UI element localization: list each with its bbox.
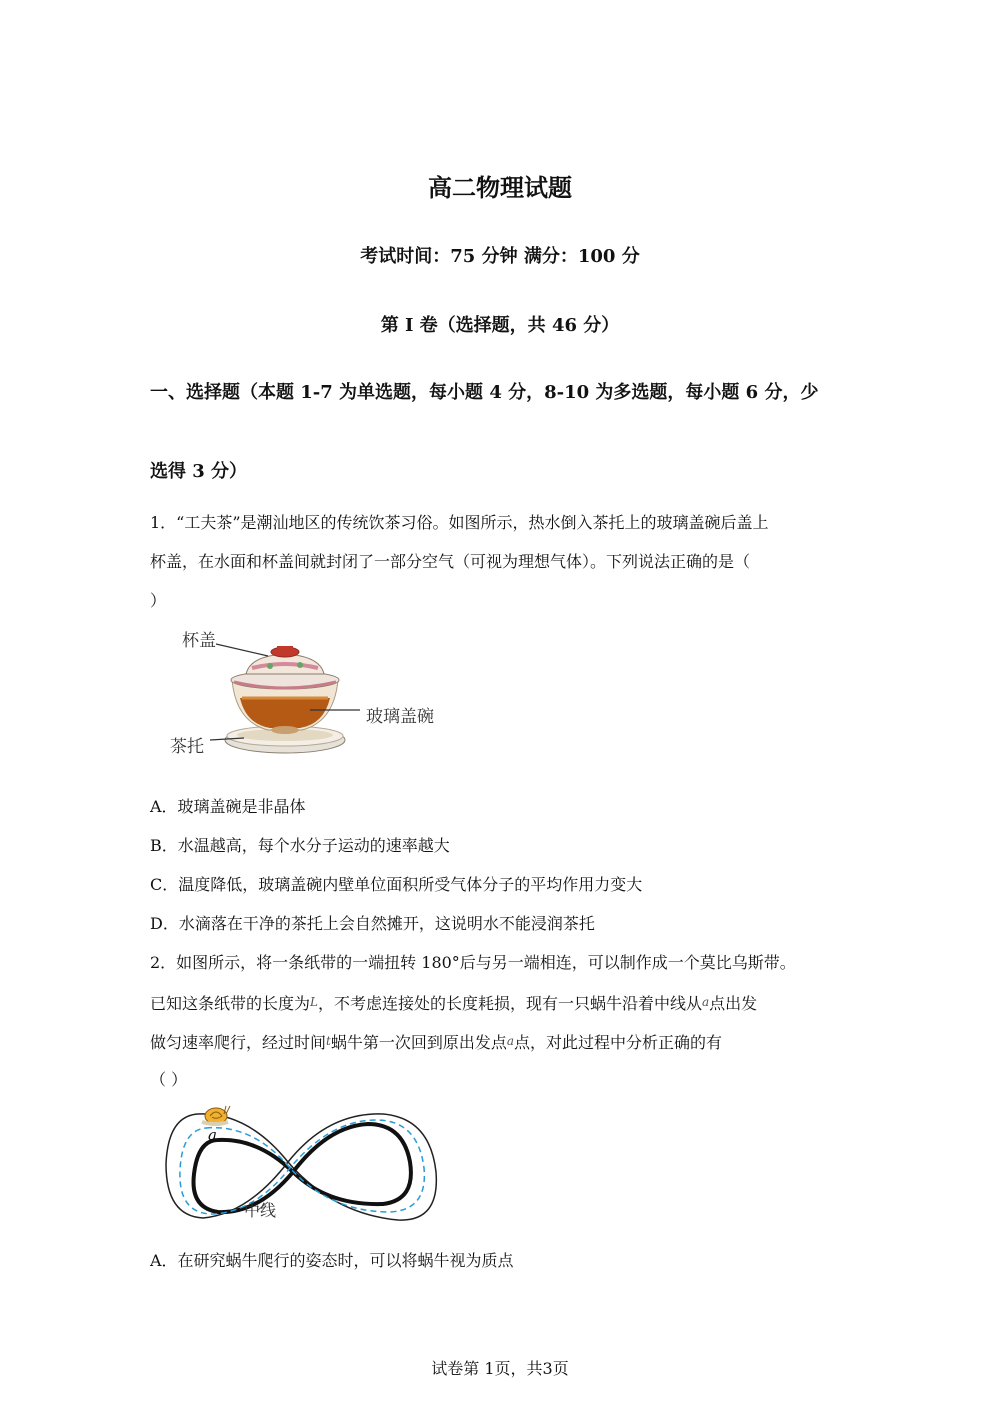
var-a: a bbox=[702, 995, 710, 1009]
label-lid: 杯盖 bbox=[182, 631, 216, 651]
q1-tea-cup-figure bbox=[160, 622, 460, 770]
volume-heading: 第 I 卷（选择题，共 46 分） bbox=[380, 315, 620, 336]
q2-stem-line2: 已知这条纸带的长度为L，不考虑连接处的长度耗损，现有一只蜗牛沿着中线从a点出发 bbox=[150, 994, 758, 1013]
var-a-2: a bbox=[506, 1034, 515, 1048]
page-footer: 试卷第 1页，共3页 bbox=[431, 1359, 569, 1378]
mobius-strip-illustration bbox=[158, 1102, 443, 1232]
label-point-a: a bbox=[208, 1126, 217, 1144]
section-heading-line2: 选得 3 分） bbox=[150, 461, 248, 482]
label-midline: 中线 bbox=[244, 1201, 277, 1220]
q1-option-a: A．玻璃盖碗是非晶体 bbox=[150, 797, 306, 816]
page-title: 高二物理试题 bbox=[428, 173, 572, 202]
q1-option-c: C．温度降低，玻璃盖碗内壁单位面积所受气体分子的平均作用力变大 bbox=[150, 875, 643, 894]
q2-stem-line3: 做匀速率爬行，经过时间t蜗牛第一次回到原出发点a点，对此过程中分析正确的有 bbox=[150, 1033, 723, 1052]
var-t: t bbox=[326, 1034, 331, 1048]
section-heading-line1: 一、选择题（本题 1-7 为单选题，每小题 4 分，8-10 为多选题，每小题 6 分，少 bbox=[150, 382, 819, 403]
q1-stem-line1: 1．“工夫茶”是潮汕地区的传统饮茶习俗。如图所示，热水倒入茶托上的玻璃盖碗后盖上 bbox=[150, 513, 769, 532]
exam-info: 考试时间：75 分钟 满分：100 分 bbox=[360, 246, 640, 267]
q1-option-d: D．水滴落在干净的茶托上会自然摊开，这说明水不能浸润茶托 bbox=[150, 914, 595, 933]
q1-option-b: B．水温越高，每个水分子运动的速率越大 bbox=[150, 836, 450, 855]
var-L: L bbox=[310, 995, 318, 1009]
q2-mobius-figure bbox=[158, 1102, 443, 1232]
label-glass-bowl: 玻璃盖碗 bbox=[366, 707, 434, 727]
q2-stem-line1: 2．如图所示，将一条纸带的一端扭转 180°后与另一端相连，可以制作成一个莫比乌斯带。 bbox=[150, 953, 796, 972]
q2-stem-line4: （ ） bbox=[150, 1070, 188, 1089]
q1-stem-line2: 杯盖，在水面和杯盖间就封闭了一部分空气（可视为理想气体）。下列说法正确的是（ bbox=[150, 552, 751, 571]
q2-option-a: A．在研究蜗牛爬行的姿态时，可以将蜗牛视为质点 bbox=[150, 1251, 514, 1270]
q1-stem-line3: ） bbox=[150, 591, 167, 610]
label-saucer: 茶托 bbox=[170, 737, 204, 757]
